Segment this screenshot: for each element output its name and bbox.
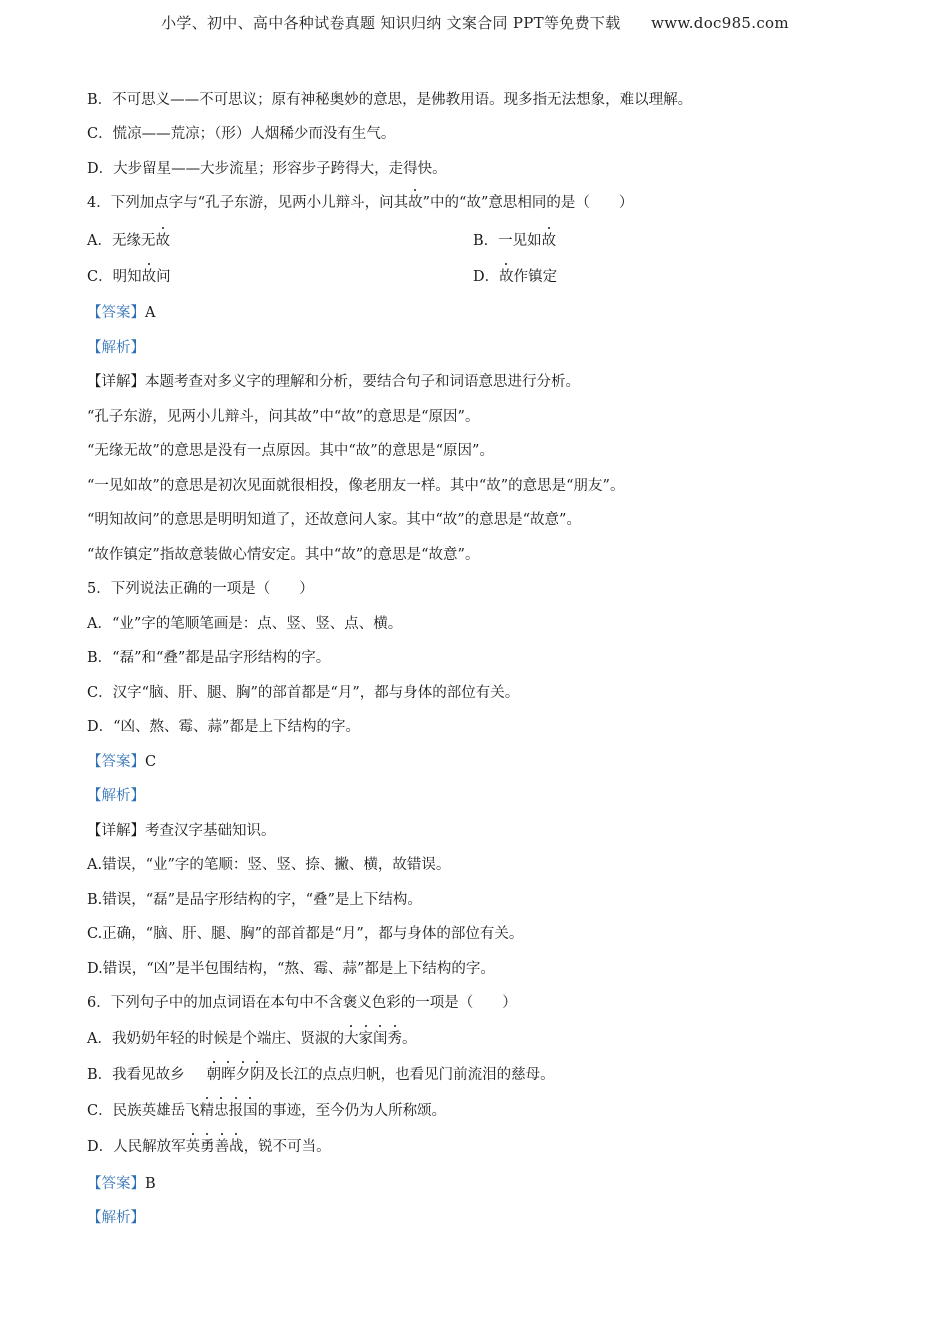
dotted-word — [207, 1067, 265, 1083]
explain-5-b: B.错误，“磊”是品字形结构的字，“叠”是上下结构。 — [87, 892, 422, 908]
answer-5: 【答案】C — [87, 754, 157, 770]
explain-4-line1: “孔子东游，见两小儿辩斗，问其故”中“故”的意思是“原因”。 — [87, 409, 480, 425]
q6-option-d: D．人民解放军英勇善战，锐不可当。 — [87, 1139, 331, 1155]
detail-4: 【详解】本题考查对多义字的理解和分析，要结合句子和词语意思进行分析。 — [87, 374, 580, 390]
explain-4-line5: “故作镇定”指故意装做心情安定。其中“故”的意思是“故意”。 — [87, 547, 480, 563]
dotted-char: 勇 — [200, 1139, 215, 1155]
dotted-char: 朝 — [206, 1067, 222, 1083]
q5-option-a: A．“业”字的笔顺笔画是：点、竖、竖、点、横。 — [87, 616, 403, 632]
q5-option-c: C．汉字“脑、肝、腿、胸”的部首都是“月”，都与身体的部位有关。 — [87, 685, 520, 701]
option-c-prev: C．慌凉——荒凉；（形）人烟稀少而没有生气。 — [87, 126, 396, 142]
explain-5-c: C.正确，“脑、肝、腿、胸”的部首都是“月”，都与身体的部位有关。 — [87, 926, 524, 942]
analysis-tag-6: 【解析】 — [87, 1210, 145, 1226]
dotted-word — [186, 1139, 244, 1155]
q5-option-b: B．“磊”和“叠”都是品字形结构的字。 — [87, 650, 331, 666]
dotted-char: 国 — [243, 1103, 258, 1119]
page-header: 小学、初中、高中各种试卷真题 知识归纳 文案合同 PPT等免费下载 www.doc985.com — [161, 14, 789, 32]
dotted-char: 晖 — [221, 1067, 236, 1083]
question-6: 6．下列句子中的加点词语在本句中不含褒义色彩的一项是（ ） — [87, 995, 517, 1011]
q5-option-d: D．“凶、熬、霉、蒜”都是上下结构的字。 — [87, 719, 360, 735]
dotted-word — [344, 1031, 402, 1047]
analysis-tag-5: 【解析】 — [87, 788, 145, 804]
dotted-char: 秀 — [387, 1031, 402, 1047]
q6-option-b: B．我看见故乡 朝晖夕阴及长江的点点归帆，也看见门前流泪的慈母。 — [87, 1067, 555, 1083]
answer-6: 【答案】B — [87, 1176, 156, 1192]
dotted-char: 精 — [199, 1103, 215, 1119]
dotted-char: 故 — [408, 195, 423, 211]
dotted-char: 大 — [343, 1031, 359, 1047]
dotted-char: 家 — [358, 1031, 373, 1047]
detail-5: 【详解】考查汉字基础知识。 — [87, 823, 276, 839]
answer-tag: 【答案】 — [87, 1176, 145, 1192]
q6-option-c: C．民族英雄岳飞精忠报国的事迹，至今仍为人所称颂。 — [87, 1103, 447, 1119]
question-4: 4．下列加点字与“孔子东游，见两小儿辩斗，问其故”中的“故”意思相同的是（ ） — [87, 195, 634, 211]
dotted-char: 夕 — [235, 1067, 251, 1083]
dotted-word — [200, 1103, 258, 1119]
explain-4-line3: “一见如故”的意思是初次见面就很相投，像老朋友一样。其中“故”的意思是“朋友”。 — [87, 478, 625, 494]
option-b-prev: B．不可思义——不可思议；原有神秘奥妙的意思，是佛教用语。现多指无法想象，难以理解。 — [87, 92, 693, 108]
explain-5-d: D.错误，“凶”是半包围结构，“熬、霉、蒜”都是上下结构的字。 — [87, 961, 495, 977]
dotted-char: 故 — [141, 269, 157, 285]
explain-4-line2: “无缘无故”的意思是没有一点原因。其中“故”的意思是“原因”。 — [87, 443, 494, 459]
q6-option-a: A．我奶奶年轻的时候是个端庄、贤淑的大家闺秀。 — [87, 1031, 417, 1047]
dotted-char: 忠 — [214, 1103, 229, 1119]
q4-option-c: C．明知故问 — [87, 269, 171, 285]
option-d-prev: D．大步留星——大步流星；形容步子跨得大，走得快。 — [87, 161, 447, 177]
dotted-char: 战 — [229, 1139, 244, 1155]
q4-option-a: A．无缘无故 — [87, 233, 170, 249]
dotted-char: 报 — [228, 1103, 244, 1119]
answer-4: 【答案】A — [87, 305, 156, 321]
question-5: 5．下列说法正确的一项是（ ） — [87, 581, 314, 597]
dotted-char: 善 — [214, 1139, 230, 1155]
dotted-char: 英 — [185, 1139, 201, 1155]
q4-option-b: B．一见如故 — [473, 233, 557, 249]
explain-5-a: A.错误，“业”字的笔顺：竖、竖、捺、撇、横，故错误。 — [87, 857, 451, 873]
dotted-char: 闺 — [372, 1031, 388, 1047]
dotted-char: 故 — [155, 233, 170, 249]
q4-option-d: D．故作镇定 — [473, 269, 558, 285]
answer-tag: 【答案】 — [87, 754, 145, 770]
dotted-char: 故 — [541, 233, 557, 249]
answer-tag: 【答案】 — [87, 305, 145, 321]
analysis-tag-4: 【解析】 — [87, 340, 145, 356]
explain-4-line4: “明知故问”的意思是明明知道了，还故意问人家。其中“故”的意思是“故意”。 — [87, 512, 581, 528]
dotted-char: 阴 — [250, 1067, 265, 1083]
dotted-char: 故 — [499, 269, 514, 285]
